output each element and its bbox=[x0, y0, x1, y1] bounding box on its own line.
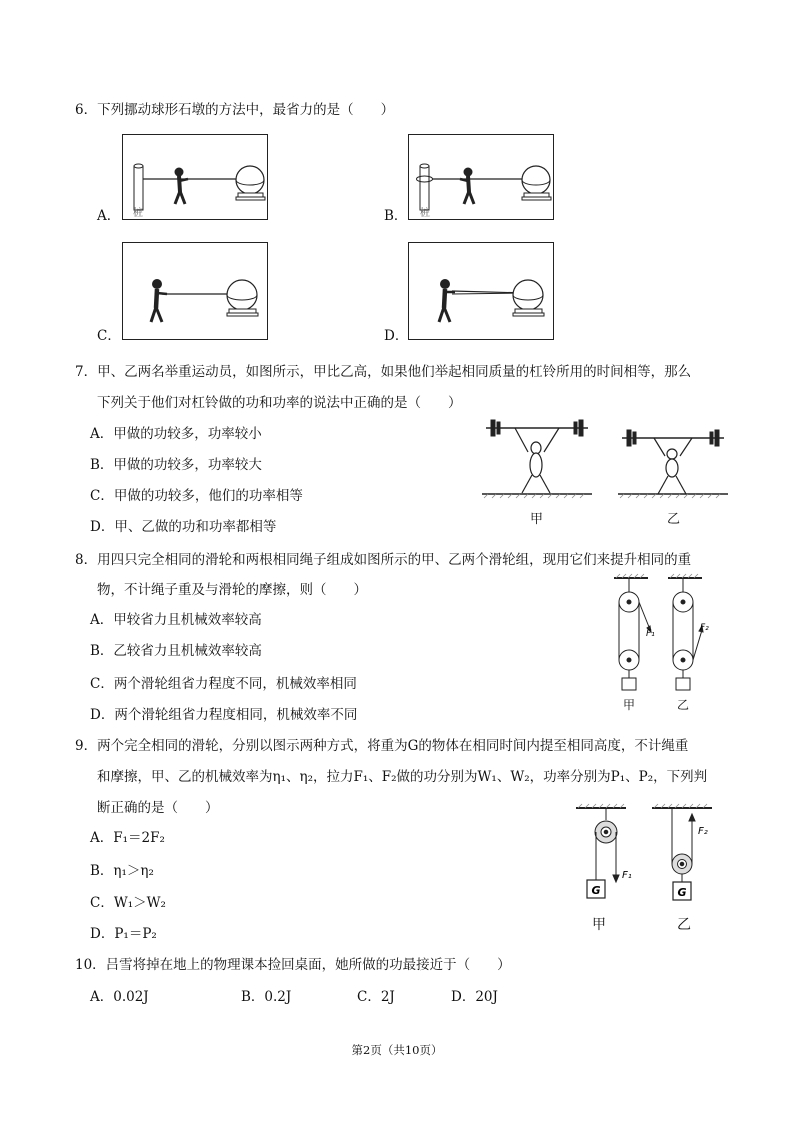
stone-ball-icon bbox=[227, 280, 258, 316]
q9-force-f1: F₁ bbox=[622, 870, 632, 881]
q9-weight-jia: G bbox=[591, 884, 601, 897]
q6-option-d-label: D． bbox=[384, 328, 409, 344]
q10-option-d: D．20J bbox=[451, 989, 498, 1005]
q8-option-c: C．两个滑轮组省力程度不同，机械效率相同 bbox=[90, 676, 357, 692]
barbell-icon bbox=[622, 430, 724, 446]
q7-stem-line1: 7．甲、乙两名举重运动员，如图所示，甲比乙高，如果他们举起相同质量的杠铃所用的时间相等，那么 bbox=[75, 364, 692, 380]
q6-option-a-label: A． bbox=[97, 208, 121, 224]
q6-option-c-label: C． bbox=[97, 328, 121, 344]
q10-option-c: C．2J bbox=[357, 989, 395, 1005]
q7-option-a: A．甲做的功较多，功率较小 bbox=[90, 426, 262, 442]
q9-stem-line3: 断正确的是（ ） bbox=[97, 800, 219, 816]
q9-stem-line2: 和摩擦，甲、乙的机械效率为η₁、η₂，拉力F₁、F₂做的功分别为W₁、W₂，功率分别为P₁、P₂，下列判 bbox=[97, 769, 708, 785]
q8-figure-jia-label: 甲 bbox=[623, 698, 636, 712]
q9-figure bbox=[570, 802, 726, 920]
q6-stem: 6．下列挪动球形石墩的方法中，最省力的是（ ） bbox=[75, 102, 395, 118]
q8-figure-yi-label: 乙 bbox=[677, 698, 690, 712]
pulley-icon bbox=[673, 578, 703, 690]
q7-figure-jia bbox=[482, 408, 592, 500]
q7-option-b: B．甲做的功较多，功率较大 bbox=[90, 457, 262, 473]
q8-stem-line1: 8．用四只完全相同的滑轮和两根相同绳子组成如图所示的甲、乙两个滑轮组，现用它们来提升相同的重 bbox=[75, 552, 692, 568]
q9-figure-yi-label: 乙 bbox=[677, 917, 691, 933]
q7-figure-jia-label: 甲 bbox=[530, 512, 544, 527]
page-footer: 第2页（共10页） bbox=[351, 1043, 443, 1057]
q8-force-f2: F₂ bbox=[700, 623, 709, 633]
q8-stem-line2: 物，不计绳子重及与滑轮的摩擦，则（ ） bbox=[97, 582, 367, 598]
q9-option-b: B．η₁＞η₂ bbox=[90, 863, 154, 879]
q6-figure-d bbox=[408, 242, 554, 340]
q6-figure-c bbox=[122, 242, 268, 340]
q9-option-a: A．F₁＝2F₂ bbox=[90, 830, 165, 846]
q6-figure-b-stake-label: 桩 bbox=[420, 208, 430, 219]
q9-option-c: C．W₁＞W₂ bbox=[90, 895, 166, 911]
q8-option-b: B．乙较省力且机械效率较高 bbox=[90, 643, 262, 659]
q7-figure-yi-label: 乙 bbox=[667, 512, 681, 527]
q6-figure-a bbox=[122, 134, 268, 220]
q9-figure-jia-label: 甲 bbox=[592, 917, 606, 933]
lifter-icon bbox=[515, 428, 559, 493]
q10-stem: 10．吕雪将掉在地上的物理课本捡回桌面，她所做的功最接近于（ ） bbox=[75, 957, 511, 973]
q7-stem-line2: 下列关于他们对杠铃做的功和功率的说法中正确的是（ ） bbox=[97, 395, 462, 411]
q8-figure bbox=[606, 572, 718, 698]
barbell-icon bbox=[486, 420, 588, 436]
q9-force-f2: F₂ bbox=[698, 826, 708, 837]
lifter-icon bbox=[654, 438, 692, 494]
q7-option-d: D．甲、乙做的功和功率都相等 bbox=[90, 519, 277, 535]
stone-ball-icon bbox=[522, 166, 551, 200]
q10-option-a: A．0.02J bbox=[90, 989, 149, 1005]
stone-ball-icon bbox=[236, 166, 265, 200]
q8-option-a: A．甲较省力且机械效率较高 bbox=[90, 612, 262, 628]
q9-option-d: D．P₁＝P₂ bbox=[90, 926, 157, 942]
q6-figure-a-stake-label: 桩 bbox=[133, 208, 143, 219]
q8-option-d: D．两个滑轮组省力程度相同，机械效率不同 bbox=[90, 707, 358, 723]
stone-ball-icon bbox=[513, 280, 544, 316]
q6-option-b-label: B． bbox=[384, 208, 408, 224]
q7-option-c: C．甲做的功较多，他们的功率相等 bbox=[90, 488, 303, 504]
q9-weight-yi: G bbox=[677, 886, 687, 899]
q7-figure-yi bbox=[618, 424, 728, 500]
q10-option-b: B．0.2J bbox=[241, 989, 292, 1005]
q8-force-f1: F₁ bbox=[646, 629, 655, 639]
q9-stem-line1: 9．两个完全相同的滑轮，分别以图示两种方式，将重为G的物体在相同时间内提至相同高度，不计绳重 bbox=[75, 738, 689, 754]
